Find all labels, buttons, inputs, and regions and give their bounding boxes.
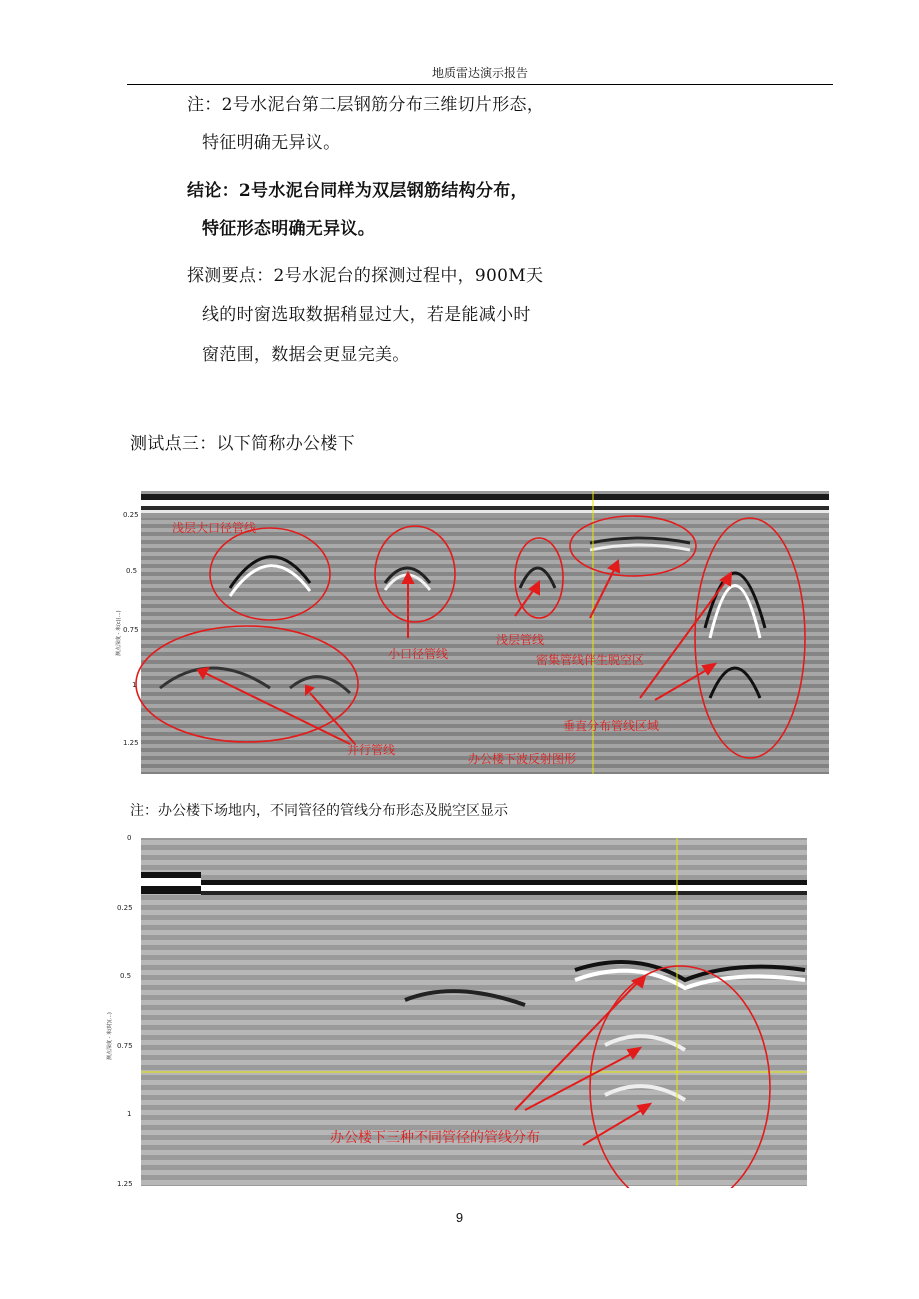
- fig1-tick-3: 1: [132, 681, 137, 689]
- radar-figure-2: [105, 830, 810, 1188]
- ann-small-pipe: 小口径管线: [388, 647, 449, 661]
- tip-line-3: 窗范围，数据会更显完美。: [202, 345, 410, 365]
- fig1-tick-2: 0.75: [123, 626, 139, 634]
- tip-line-2: 线的时窗选取数据稍显过大，若是能减小时: [202, 305, 531, 325]
- ann-shallow-pipe: 浅层管线: [496, 633, 545, 647]
- fig1-y-axis-label: 测点深度 - 米(c)(…): [116, 610, 122, 656]
- fig2-tick-5: 1.25: [117, 1180, 133, 1188]
- fig2-y-axis-label: 测点深度 - 米(时)(…): [107, 1012, 113, 1060]
- fig2-tick-1: 0.25: [117, 904, 133, 912]
- ann-dense-void: 密集管线伴生脱空区: [536, 653, 645, 667]
- section-heading: 测试点三：以下简称办公楼下: [130, 434, 355, 454]
- ann-three-pipes: 办公楼下三种不同管径的管线分布: [330, 1130, 540, 1146]
- ann-vertical-zone: 垂直分布管线区域: [563, 719, 660, 733]
- header-divider: [127, 84, 833, 85]
- page-header: 地质雷达演示报告: [431, 66, 528, 80]
- tip-line-1: 探测要点：2号水泥台的探测过程中，900M天: [187, 266, 544, 286]
- note-line-1: 注：2号水泥台第二层钢筋分布三维切片形态，: [187, 95, 545, 115]
- radar-figure-1: [110, 488, 832, 778]
- fig2-tick-3: 0.75: [117, 1042, 133, 1050]
- ann-parallel: 并行管线: [347, 743, 396, 757]
- conclusion-line-2: 特征形态明确无异议。: [202, 219, 375, 239]
- fig2-tick-2: 0.5: [120, 972, 132, 980]
- ann-shallow-large: 浅层大口径管线: [172, 521, 257, 535]
- ann-reflection: 办公楼下波反射图形: [468, 752, 577, 766]
- figure-note: 注：办公楼下场地内，不同管径的管线分布形态及脱空区显示: [130, 803, 508, 819]
- fig1-tick-1: 0.5: [126, 567, 138, 575]
- fig1-tick-4: 1.25: [123, 739, 139, 747]
- fig2-tick-0: 0: [127, 834, 132, 842]
- note-line-2: 特征明确无异议。: [202, 133, 341, 153]
- fig2-tick-4: 1: [127, 1110, 132, 1118]
- conclusion-line-1: 结论：2号水泥台同样为双层钢筋结构分布，: [187, 181, 528, 201]
- page-number: 9: [455, 1210, 464, 1225]
- fig1-tick-0: 0.25: [123, 511, 139, 519]
